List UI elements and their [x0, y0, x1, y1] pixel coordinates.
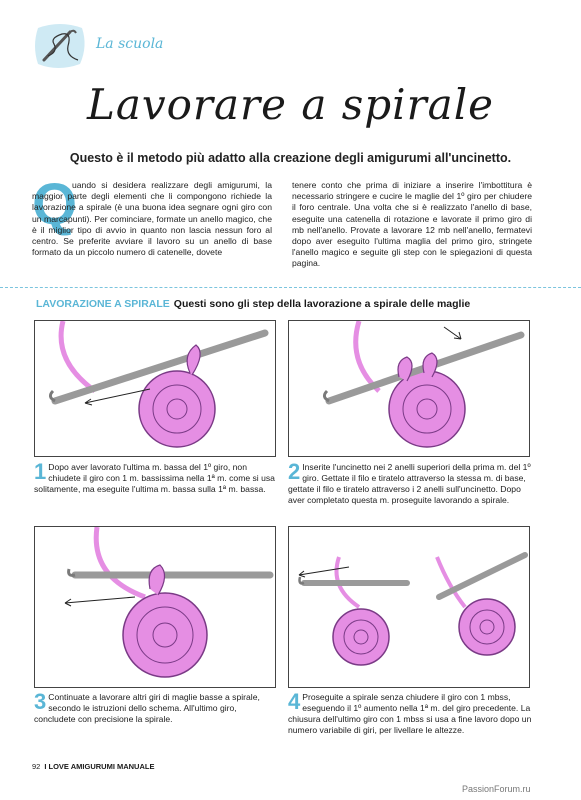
page-title: Lavorare a spirale [86, 80, 494, 129]
step-2-text: Inserite l'uncinetto nei 2 anelli superiori della prima m. del 1º giro. Gettate il filo e tiratelo attraverso la stessa m. di base, gettate il filo e tiratelo attraverso i 2 anelli sull'uncinetto. Dopo aver completato questa m. proseguite lavorando a spirale. [288, 462, 531, 505]
step-2-illustration [288, 320, 530, 457]
steps-header-label: LAVORAZIONE A SPIRALE [36, 298, 170, 310]
step-3-text: Continuate a lavorare altri giri di maglie basse a spirale, secondo le istruzioni dello schema. All'ultimo giro, concludete con precisione la spirale. [34, 692, 260, 724]
step-1-caption [34, 459, 280, 495]
magazine-name: I LOVE AMIGURUMI MANUALE [44, 762, 155, 771]
step-4-caption [288, 689, 534, 736]
intro-column-1-text: uando si desidera realizzare degli amigurumi, la maggior parte degli elementi che li compongono richiede la lavorazione a spirale (è una buona idea segnare ogni giro con un marcapunti). Per cominciare, formate un anello magico, che è il miglior tipo di avvio in quanto non lascia nessun foro al centro. Se preferite avviare il lavoro su un anello di base formato da un piccolo numero di catenelle, dovete [32, 180, 272, 258]
step-3-illustration [34, 526, 276, 688]
intro-column-2: tenere conto che prima di iniziare a inserire l'imbottitura è necessario stringere e cucire le maglie del 1º giro per chiudere il foro centrale. Una volta che si è realizzato l'anello di base, eseguite una catenella di rotazione e lavorate il primo giro di mb nell'anello. Provate a lavorare 12 mb nell'anello, fermatevi dopo aver eseguito l'ultima maglia del primo giro, stringete l'anello magico e seguite gli step con le spiegazioni di questa pagina. [292, 180, 532, 269]
crochet-logo-icon [30, 20, 90, 72]
section-tag: La scuola [96, 36, 164, 52]
section-divider [0, 287, 581, 288]
step-1-number: 1 [34, 459, 47, 484]
intro-column-1 [32, 180, 272, 258]
page-footer [32, 762, 154, 771]
step-2-caption [288, 459, 534, 506]
steps-header-text: Questi sono gli step della lavorazione a spirale delle maglie [173, 298, 471, 310]
step-1-illustration [34, 320, 276, 457]
watermark: PassionForum.ru [462, 784, 531, 794]
page-subtitle: Questo è il metodo più adatto alla creazione degli amigurumi all'uncinetto. [69, 151, 512, 165]
steps-header [36, 298, 470, 310]
step-4-illustration [288, 526, 530, 688]
step-1-text: Dopo aver lavorato l'ultima m. bassa del 1º giro, non chiudete il giro con 1 m. bassissima nella 1ª m. come si usa solitamente, ma eseguite l'ultima m. bassa sulla 1ª m. bassa. [34, 462, 275, 494]
drop-cap: Q [32, 172, 78, 237]
step-3-number: 3 [34, 689, 47, 714]
page-number: 92 [32, 762, 41, 771]
step-2-number: 2 [288, 459, 301, 484]
step-3-caption [34, 689, 280, 725]
step-4-number: 4 [288, 689, 301, 714]
step-4-text: Proseguite a spirale senza chiudere il giro con 1 mbss, eseguendo il 1º aumento nella 1ª m. del giro precedente. La chiusura dell'ultimo giro con 1 mbss si usa a fine lavoro dopo un numero variabile di giri, per livellare le altezze. [288, 692, 532, 735]
